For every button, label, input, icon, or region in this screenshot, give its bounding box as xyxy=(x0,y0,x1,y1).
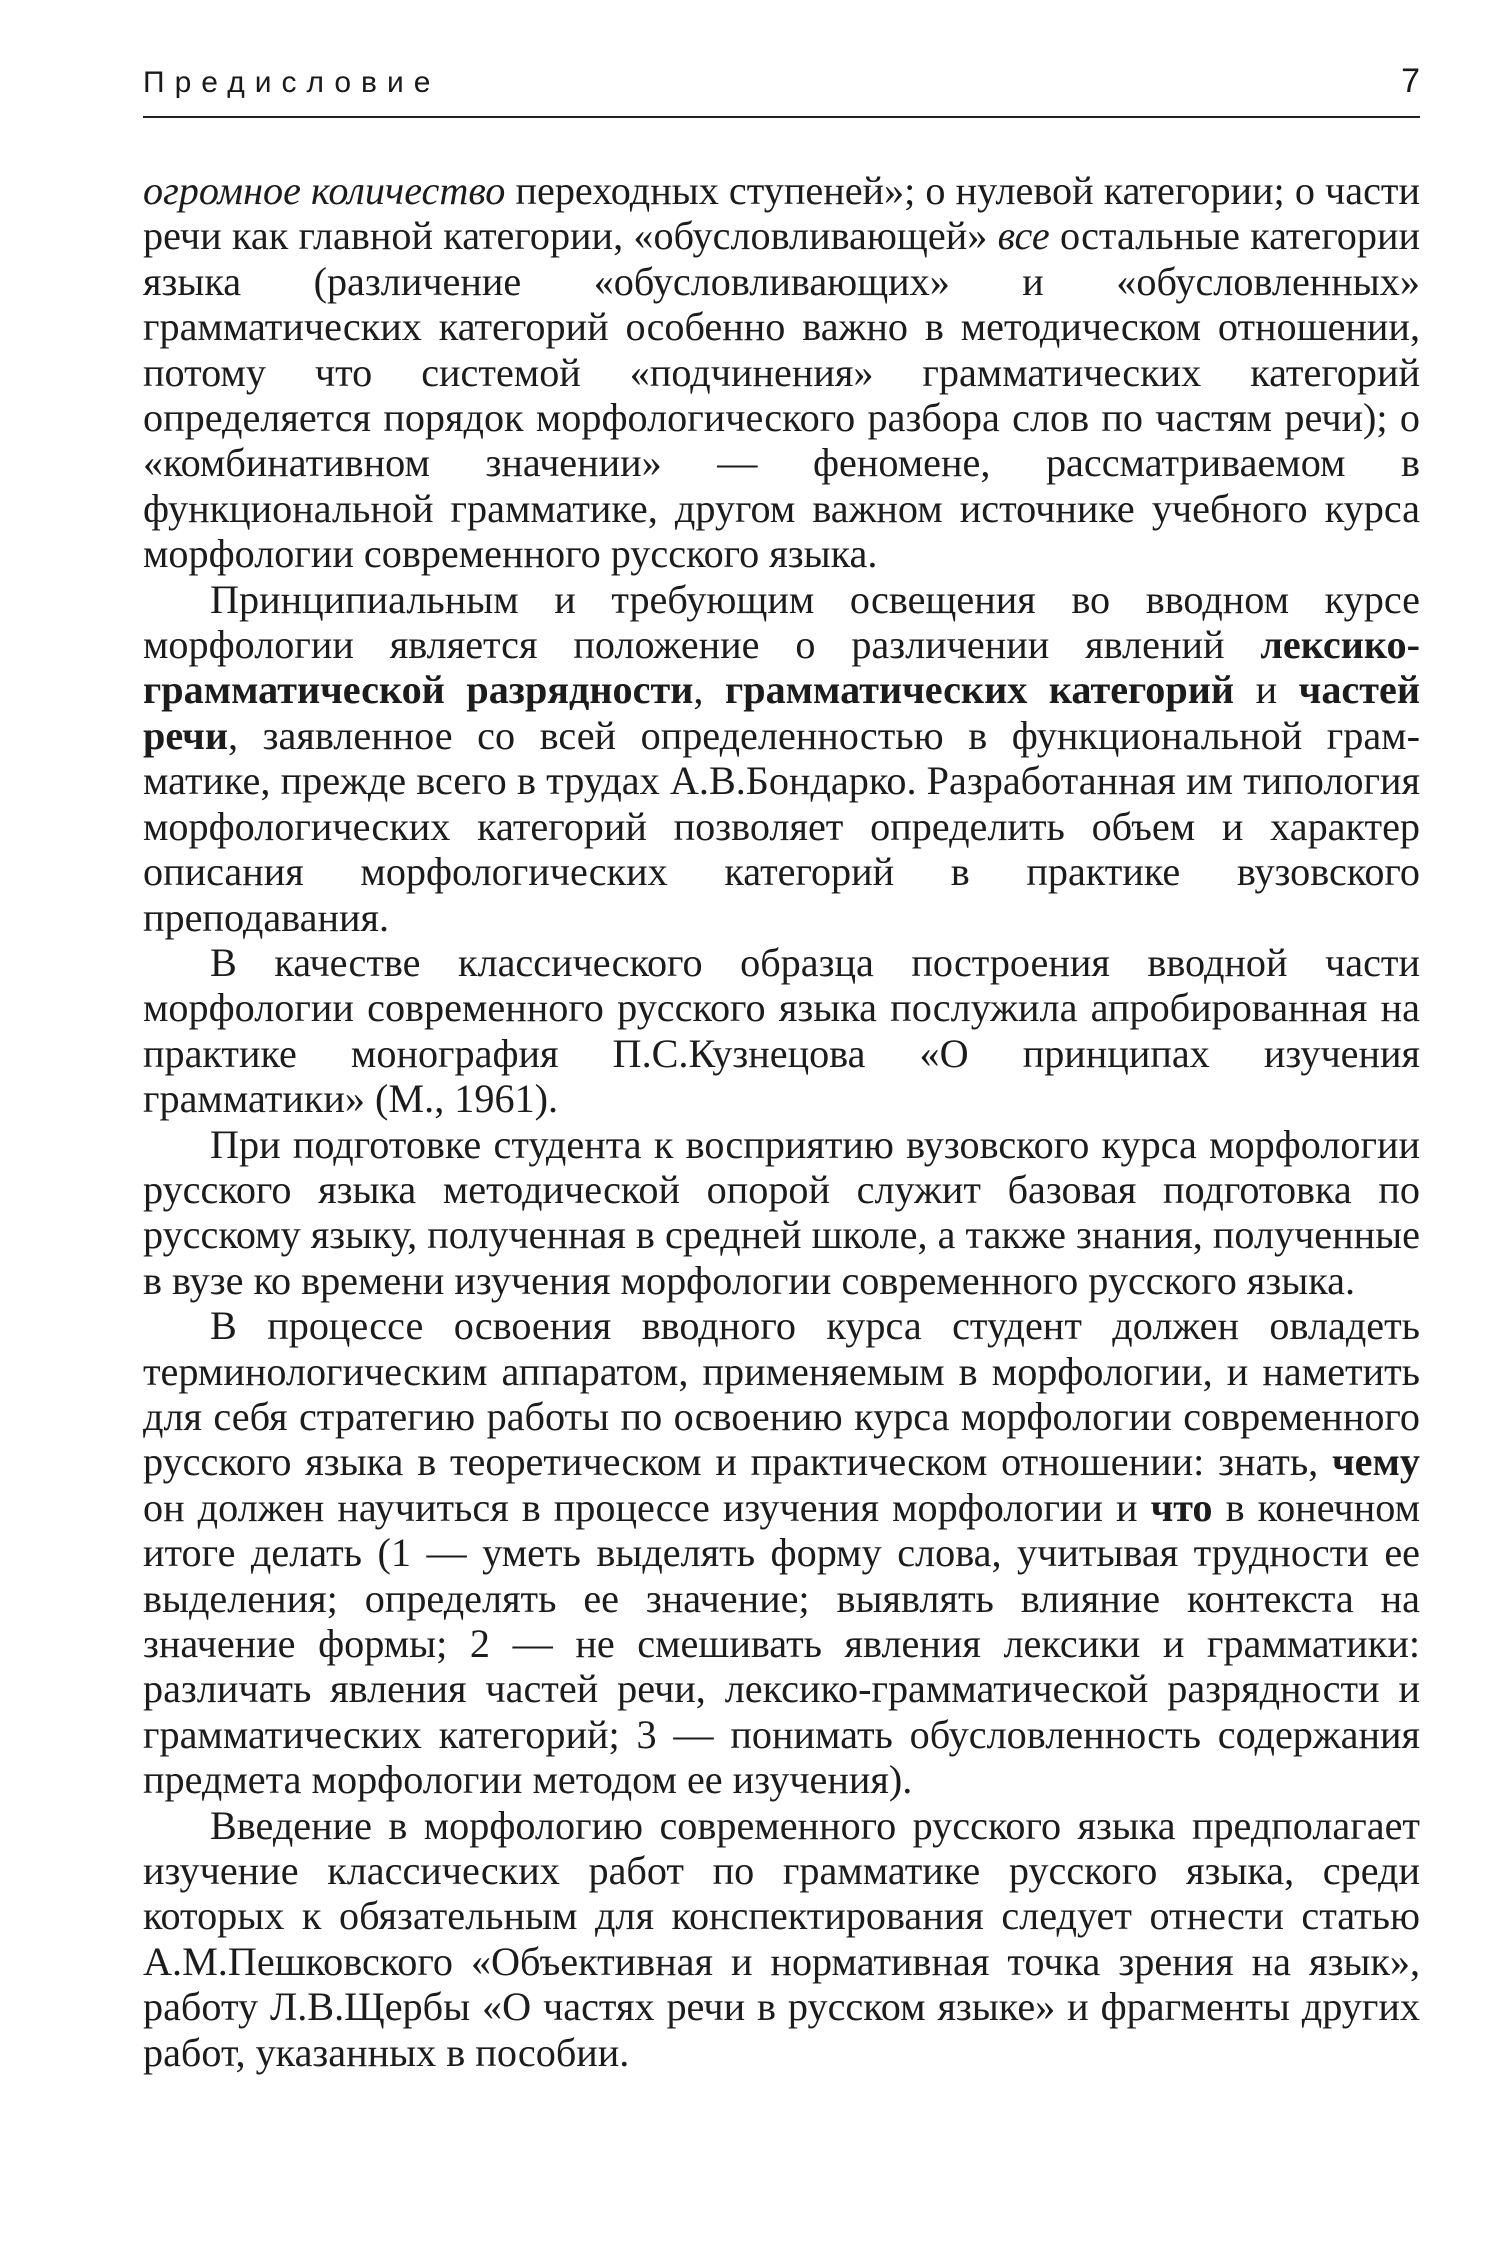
body-text xyxy=(143,168,1420,2075)
text-segment-bold: что xyxy=(1150,1484,1213,1530)
text-segment: При подготовке студента к восприятию вузовского курса морфологии русского языка методической опорой служит базовая подготовка по русскому языку, полученная в средней школе, а также знания, полученные в вузе ко времени изучения морфологии современного русского языка. xyxy=(143,1121,1420,1303)
text-segment: , xyxy=(693,667,725,713)
text-segment: Введение в морфологию современного русского языка предполагает изучение классических работ по грамматике русского языка, среди которых к обязательным для конспектирования следует отнести статью А.М.Пешковского «Объективная и нормативная точка зрения на язык», работу Л.В.Щербы «О частях речи в русском языке» и фрагменты других работ, указанных в пособии. xyxy=(143,1802,1420,2075)
paragraph xyxy=(143,1303,1420,1802)
text-segment: в конечном итоге делать (1 — уметь выделять форму слова, учитывая трудности ее выделения; определять ее значение; выявлять влияние контекста на значение формы; 2 — не смешивать явления лексики и грамматики: различать явления частей речи, лексико-грамматической разрядности и грамматических категорий; 3 — понимать обусловленность содержания предмета морфологии методом ее изучения). xyxy=(143,1484,1421,1803)
text-segment: В качестве классического образца построения вводной части морфологии современного русского языка послужила апробированная на практике монография П.С.Кузнецова «О принципах изучения грамматики» (М., 1961). xyxy=(143,939,1420,1122)
text-segment-bold: лексико-грамматической разрядности xyxy=(143,622,1420,713)
paragraph xyxy=(143,1803,1420,2075)
text-segment: переходных ступеней»; о нулевой категории; о части речи как главной категории, «обусловливающей» xyxy=(143,168,1420,259)
running-head xyxy=(143,60,1420,118)
text-segment: он должен научиться в процессе изучения морфологии и xyxy=(143,1484,1151,1530)
text-segment-italic: огромное количество xyxy=(143,168,506,213)
text-segment-bold: чему xyxy=(1332,1439,1420,1485)
text-segment: В процессе освоения вводного курса студент должен овладеть терминологическим аппаратом, применяемым в морфологии, и наметить для себя стратегию работы по освоению курса морфологии современного русского языка в теоретическом и практическом отношении: знать, xyxy=(143,1303,1420,1485)
paragraph xyxy=(143,1122,1420,1304)
text-segment: и xyxy=(1234,667,1299,713)
running-title: Предисловие xyxy=(143,66,441,99)
text-segment-italic: все xyxy=(997,213,1050,259)
paragraph xyxy=(143,940,1420,1122)
book-page xyxy=(143,60,1420,2075)
text-segment-bold: частей речи xyxy=(143,667,1420,758)
paragraph xyxy=(143,168,1420,577)
page-number: 7 xyxy=(1401,62,1420,100)
paragraph xyxy=(143,577,1420,940)
text-segment: , заявленное со всей определенностью в функциональной грамматике, прежде всего в трудах А.В.Бондарко. Разработанная им типология морфологических категорий позволяет определить объем и характер описания морфологических категорий в практике вузовского преподавания. xyxy=(143,712,1420,940)
text-segment: остальные категории языка (различение «обусловливающих» и «обусловленных» грамматических категорий особенно важно в методическом отношении, потому что системой «подчинения» грамматических категорий определяется порядок морфологического разбора слов по частям речи); о «комбинативном значении» — феномене, рассматриваемом в функциональной грамматике, другом важном источнике учебного курса морфологии современного русского языка. xyxy=(143,213,1421,577)
text-segment-bold: грамматических категорий xyxy=(724,667,1235,713)
text-segment: Принципиальным и требующим освещения во вводном курсе морфологии является положение о различении явлений xyxy=(143,576,1420,668)
